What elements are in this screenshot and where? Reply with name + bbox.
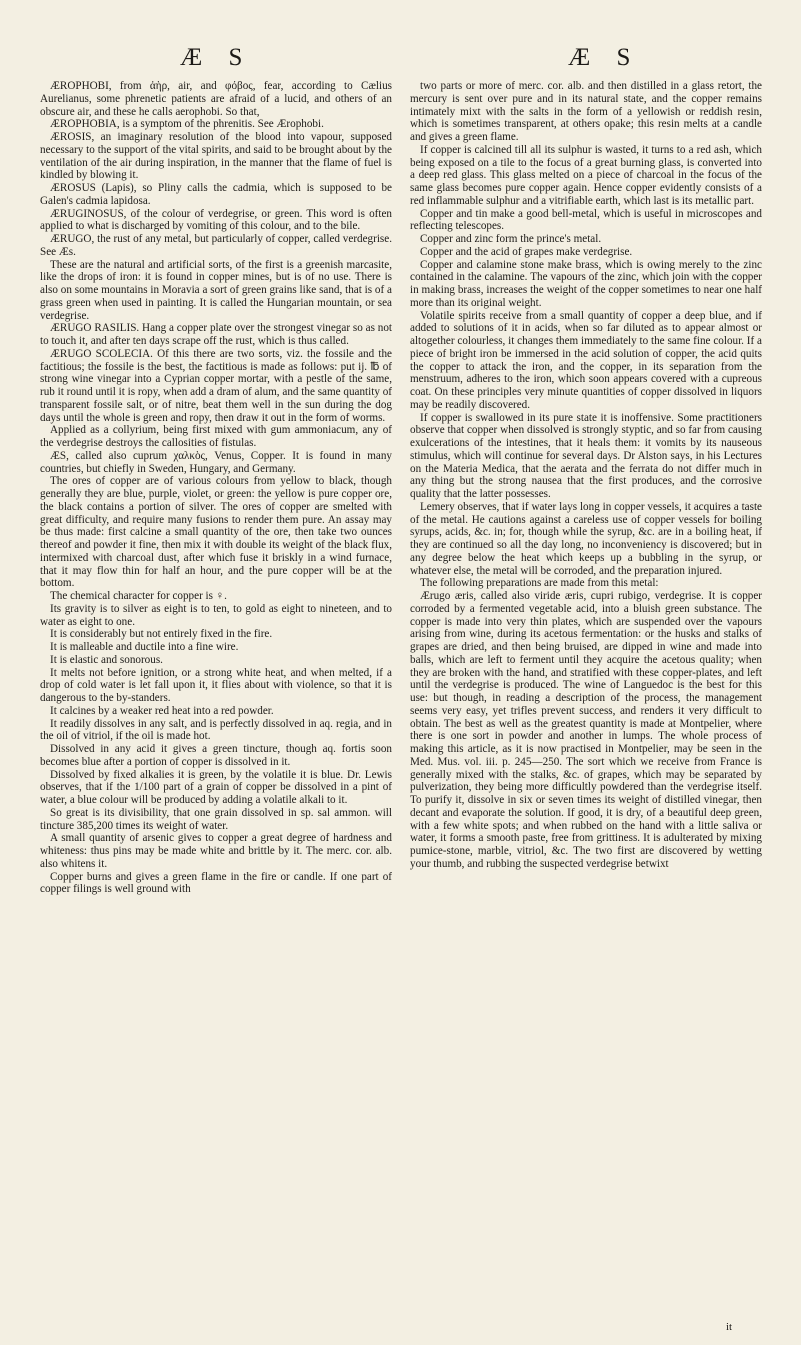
paragraph: A small quantity of arsenic gives to copper a great degree of hardness and whiteness: thus pins may be made white and brittle by it. The merc. cor. alb. also whitens it. [40, 832, 392, 870]
paragraph: ÆROPHOBIA, is a symptom of the phrenitis. See Ærophobi. [50, 118, 324, 131]
paragraph: If copper is calcined till all its sulphur is wasted, it turns to a red ash, which being exposed on a tile to the focus of a great burning glass, is converted into a deep red glass. This glass melted on a piece of charcoal in the focus of the same glass becomes pure copper again. Hence copper evidently consists of a red inflammable sulphur and a vitrifiable earth, which last is its metallic part. [410, 143, 762, 207]
running-head-right: Æ S [568, 44, 641, 71]
paragraph: It is elastic and sonorous. [50, 653, 163, 666]
paragraph: ÆRUGO, the rust of any metal, but particularly of copper, called verdegrise. See Æs. [40, 233, 392, 258]
paragraph: ÆS, called also cuprum χαλκὸς, Venus, Copper. It is found in many countries, but chiefly in Sweden, Hungary, and Germany. [40, 449, 392, 475]
paragraph: The chemical character for copper is ♀. [50, 590, 227, 602]
paragraph: Copper and the acid of grapes make verdegrise. [420, 245, 633, 258]
paragraph: The following preparations are made from this metal: [420, 577, 659, 590]
running-head-left: Æ S [180, 44, 253, 71]
paragraph: ÆRUGO SCOLECIA. Of this there are two sorts, viz. the fossile and the factitious; the fossile is the best, the factitious is made as follows: put ij. ℔ of strong wine vinegar into a Cyprian copper mortar, with a pestle of the same, rub it round until it is ropy, when add a dram of alum, and the same quantity of transparent fossile salt, or of nitre, beat them well in the sun during the dog days until the whole is green and ropy, then draw it out in the form of worms. [40, 347, 392, 424]
paragraph: Dissolved in any acid it gives a green tincture, though aq. fortis soon becomes blue after a portion of copper is dissolved in it. [40, 743, 392, 768]
paragraph: Copper and tin make a good bell-metal, which is useful in microscopes and reflecting telescopes. [410, 207, 762, 233]
paragraph: It readily dissolves in any salt, and is perfectly dissolved in aq. regia, and in the oil of vitriol, if the oil is made hot. [40, 717, 392, 743]
paragraph: The ores of copper are of various colours from yellow to black, though generally they are blue, purple, violet, or green: the yellow is pure copper ore, the black contains a portion of silver. The ores of copper are smelted with great difficulty, and require many fusions to render them pure. An assay may be thus made: first calcine a small quantity of the ore, then take two ounces thereof and powder it fine, then mix it with double its weight of the black flux, intermixed with charcoal dust, after which fuse it briskly in a wind furnace, that it may flow thin for half an hour, and the pure copper will be at the bottom. [40, 475, 392, 590]
paragraph: These are the natural and artificial sorts, of the first is a greenish marcasite, like the drops of iron: it is found in copper mines, but is of no use. There is also on some mountains in Moravia a sort of green grains like sand, that is of a grass green when used in painting. It is called the Hungarian mountain, or sea verdegrise. [40, 258, 392, 322]
paragraph: It melts not before ignition, or a strong white heat, and when melted, if a drop of cold water is let fall upon it, it flies about with violence, so that it is dangerous to the by-standers. [40, 666, 392, 704]
running-head [0, 44, 801, 74]
catchword: it [726, 1321, 733, 1333]
right-column [410, 80, 762, 871]
paragraph: Copper and zinc form the prince's metal. [420, 233, 602, 245]
paragraph: Ærugo æris, called also viride æris, cupri rubigo, verdegrise. It is copper corroded by a fermented vegetable acid, into a bluish green substance. The copper is made into very thin plates, which are suspended over the vapours arising from wine, during its acetous fermentation: or the husks and stalks of grapes are dried, and then being bruised, are dipped in wine and made into balls, which are left to ferment until they acquire the acetous quality; when they are broken with the hand, and stratified with these copper-plates, and left until the verdegrise is produced. The wine of Languedoc is the best for this use: but though, in reading a description of the process, the management seems very easy, yet trifles prevent success, and renders it very difficult to obtain. The best as well as the greatest quantity is made at Montpelier, where there is one sort in powder and another in lumps. The whole process of making this article, as it is now practised in Montpelier, may be seen in the Med. Mus. vol. iii. p. 245—250. The sort which we receive from France is generally mixed with the stalks, &c. of grapes, which may be separated by pulverization, they being more difficultly powdered than the verdegrise itself. To purify it, dissolve in six or seven times its weight of distilled vinegar, then decant and evaporate the solution. If good, it is dry, of a beautiful deep green, with a few white spots; and when rubbed on the hand with a little saliva or water, it forms a smooth paste, free from grittiness. It is adulterated by mixing pumice-stone, marble, vitriol, &c. The two first are discovered by wetting your thumb, and rubbing the suspected verdegrise betwixt [410, 590, 762, 870]
paragraph: ÆRUGINOSUS, of the colour of verdegrise, or green. This word is often applied to what is discharged by vomiting of this colour, and to the bile. [40, 207, 392, 233]
paragraph: ÆROSIS, an imaginary resolution of the blood into vapour, supposed necessary to the support of the vital spirits, and said to be brought about by the ventilation of the air during inspiration, in the manner that the flame of fuel is kindled by blowing it. [40, 131, 392, 182]
paragraph: Volatile spirits receive from a small quantity of copper a deep blue, and if added to solutions of it in acids, when so far diluted as to appear almost or altogether colourless, it changes them immediately to the same fine colour. If a piece of bright iron be immersed in the acid solution of copper, the acid quits the copper to attack the iron, and the copper, in its separation from the menstruum, adheres to the iron, which soon appears covered with a cupreous coat. On these principles very minute quantities of copper dissolved in liquors may be readily discovered. [410, 309, 762, 411]
paragraph: ÆRUGO RASILIS. Hang a copper plate over the strongest vinegar so as not to touch it, and after ten days scrape off the rust, which is thus called. [40, 322, 392, 347]
left-column [40, 80, 392, 896]
paragraph: It is malleable and ductile into a fine wire. [50, 641, 239, 653]
paragraph: ÆROPHOBI, from ἀὴρ, air, and φόβος, fear, according to Cælius Aurelianus, some phrenetic patients are afraid of a lucid, and others of an obscure air, and these he calls aerophobi. So that, [40, 80, 392, 118]
paragraph: It calcines by a weaker red heat into a red powder. [50, 704, 274, 717]
paragraph: Applied as a collyrium, being first mixed with gum ammoniacum, any of the verdegrise destroys the callosities of fistulas. [40, 424, 392, 449]
paragraph: Dissolved by fixed alkalies it is green, by the volatile it is blue. Dr. Lewis observes, that if the 1/100 part of a grain of copper be dissolved in a pint of water, a blue colour will be produced by adding a volatile alkali to it. [40, 768, 392, 806]
paragraph: It is considerably but not entirely fixed in the fire. [50, 628, 273, 641]
paragraph: If copper is swallowed in its pure state it is inoffensive. Some practitioners observe that copper when dissolved is strongly styptic, and so far from causing exulcerations of the intestines, that it heals them: it vomits by its nauseous stimulus, which will continue for several days. Dr Alston says, in his Lectures on the Materia Medica, that the aerata and the ferrata do not differ much in any thing but the strong nausea that the first produces, and the corrosive quality that the latter possesses. [410, 411, 762, 500]
paragraph: Its gravity is to silver as eight is to ten, to gold as eight to nineteen, and to water as eight to one. [40, 602, 392, 628]
paragraph: ÆROSUS (Lapis), so Pliny calls the cadmia, which is supposed to be Galen's cadmia lapidosa. [40, 182, 392, 207]
paragraph: two parts or more of merc. cor. alb. and then distilled in a glass retort, the mercury is sent over pure and in its natural state, and the copper remains intimately mixt with the salts in the form of a yellowish or reddish resin, which is sometimes transparent, at others opake; this resin melts at a candle and gives a green flame. [410, 80, 762, 143]
paragraph: Copper and calamine stone make brass, which is owing merely to the zinc contained in the calamine. The vapours of the zinc, which join with the copper in making brass, increases the weight of the copper sometimes to near one half more than its original weight. [410, 258, 762, 309]
paragraph: Lemery observes, that if water lays long in copper vessels, it acquires a taste of the metal. He cautions against a careless use of copper vessels for boiling syrups, acids, &c. in; for, though while the syrup, &c. are in a boiling heat, if they are continued so all the day long, no inconveniency is discovered; but in any degree below the heat which keeps up a bubbling in the syrup, or whatever else, the metal will be corroded, and the preparation injured. [410, 500, 762, 577]
paragraph: Copper burns and gives a green flame in the fire or candle. If one part of copper filings is well ground with [40, 870, 392, 896]
paragraph: So great is its divisibility, that one grain dissolved in sp. sal ammon. will tincture 385,200 times its weight of water. [40, 806, 392, 832]
